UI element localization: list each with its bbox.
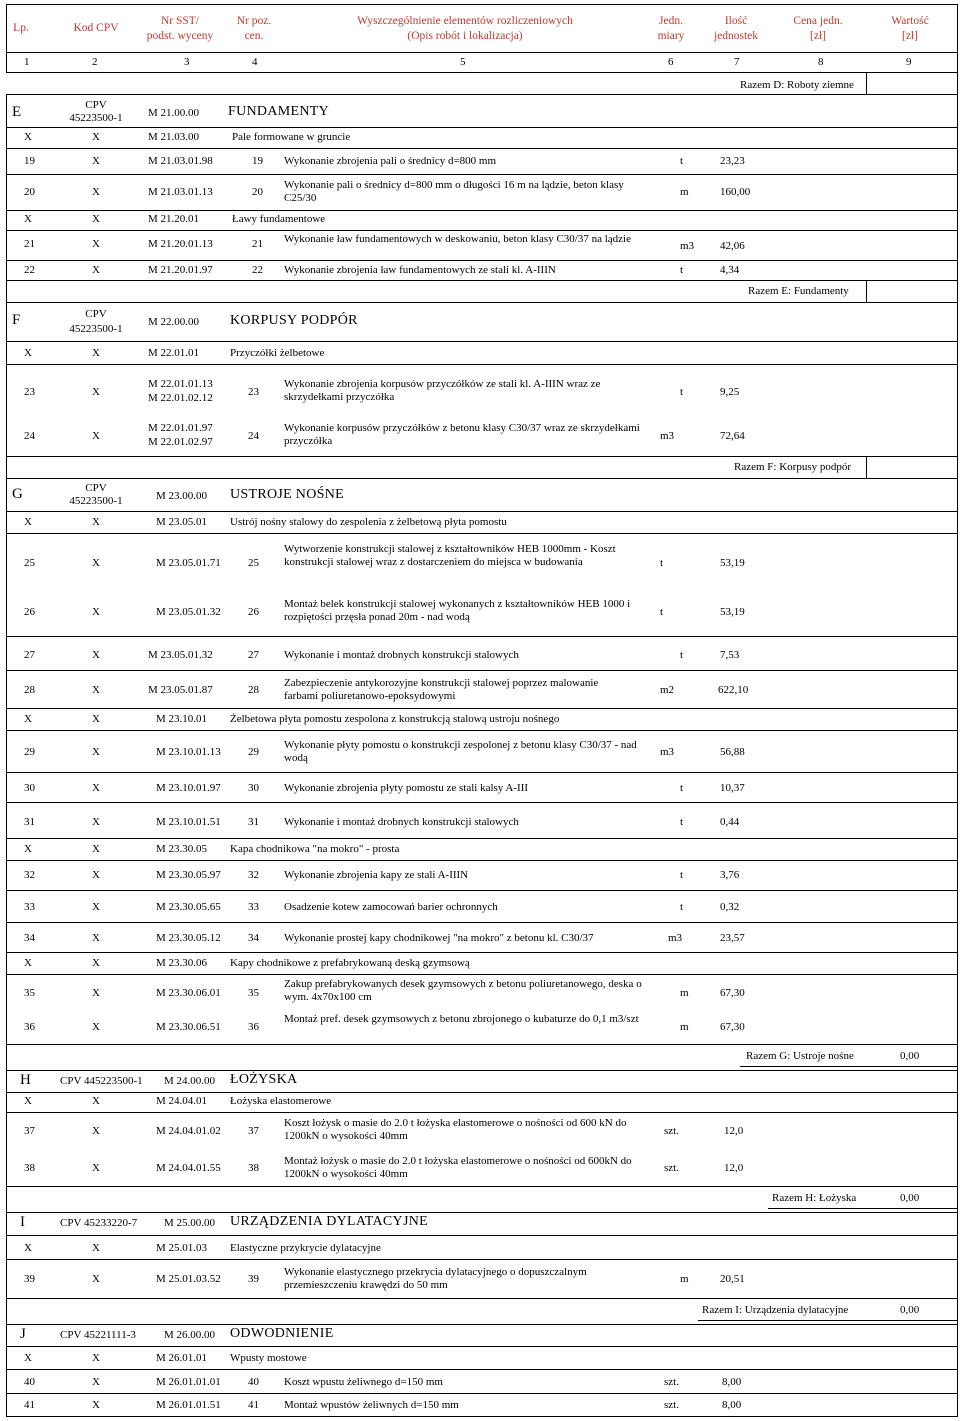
col-header-value-2: [zł]: [902, 30, 918, 42]
row-desc: Koszt łożysk o masie do 2.0 t łożyska elastomerowe o nośności od 600 kN do 1200kN o wysokości 40mm: [284, 1117, 627, 1142]
row-qty: 53,19: [720, 557, 745, 569]
subtotal-label-h: Razem H: Łożyska: [772, 1192, 857, 1204]
row-poz: 23: [248, 386, 259, 398]
row-lp: 29: [24, 746, 35, 758]
row-cpv: X: [92, 186, 100, 198]
row-poz: 38: [248, 1162, 259, 1174]
sub-title: Elastyczne przykrycie dylatacyjne: [230, 1242, 381, 1254]
col-number-3: 3: [184, 56, 190, 68]
row-unit: t: [680, 869, 684, 881]
section-sst: M 22.00.00: [148, 316, 200, 328]
section-sst: M 21.00.00: [148, 107, 200, 119]
sub-mark-a: X: [24, 213, 32, 225]
row-desc: Wykonanie pali o średnicy d=800 mm o długości 16 m na lądzie, beton klasy C25/30: [284, 179, 624, 204]
col-number-8: 8: [818, 56, 824, 68]
row-lp: 23: [24, 386, 35, 398]
col-number-5: 5: [460, 56, 466, 68]
col-number-9: 9: [906, 56, 912, 68]
sub-mark-a: X: [24, 347, 32, 359]
row-desc: Zakup prefabrykowanych desek gzymsowych z betonu poliuretanowego, deska o wym. 4x70x100 cm: [284, 978, 642, 1003]
row-cpv: X: [92, 1162, 100, 1174]
section-letter: J: [20, 1326, 26, 1342]
row-cpv: X: [92, 1376, 100, 1388]
row-lp: 30: [24, 782, 35, 794]
sub-mark-a: X: [24, 131, 32, 143]
row-cpv: X: [92, 987, 100, 999]
row-qty: 12,0: [724, 1125, 744, 1137]
row-cpv: X: [92, 684, 100, 696]
row-poz: 33: [248, 901, 259, 913]
col-header-cpv: Kod CPV: [73, 22, 119, 34]
sub-sst: M 24.04.01: [156, 1095, 208, 1107]
section-letter: I: [20, 1214, 25, 1230]
section-sst: M 25.00.00: [164, 1217, 216, 1229]
section-sst: M 23.00.00: [156, 490, 208, 502]
row-sst: M 23.05.01.71: [156, 557, 221, 569]
row-lp: 22: [24, 264, 35, 276]
row-unit: t: [680, 901, 684, 913]
section-title: KORPUSY PODPÓR: [230, 313, 358, 328]
row-qty: 7,53: [720, 649, 740, 661]
sub-sst: M 21.03.00: [148, 131, 200, 143]
sub-sst: M 23.05.01: [156, 516, 208, 528]
row-poz: 19: [252, 155, 263, 167]
row-cpv: X: [92, 649, 100, 661]
row-unit: m3: [660, 746, 675, 758]
col-number-4: 4: [252, 56, 258, 68]
col-header-poz-2: cen.: [244, 30, 264, 42]
col-number-6: 6: [668, 56, 674, 68]
subtotal-label-e: Razem E: Fundamenty: [748, 285, 849, 297]
row-sst: M 23.30.05.65: [156, 901, 221, 913]
row-unit: m3: [680, 240, 695, 252]
row-poz: 25: [248, 557, 259, 569]
row-poz: 40: [248, 1376, 259, 1388]
row-unit: m: [680, 1273, 689, 1285]
section-title: USTROJE NOŚNE: [230, 487, 344, 502]
subtotal-value-h: 0,00: [900, 1192, 920, 1204]
sub-mark-b: X: [92, 516, 100, 528]
sub-title: Ustrój nośny stalowy do zespolenia z żelbetową płyta pomostu: [230, 516, 507, 528]
row-cpv: X: [92, 606, 100, 618]
row-cpv: X: [92, 1021, 100, 1033]
sub-mark-b: X: [92, 957, 100, 969]
row-sst: M 23.10.01.13: [156, 746, 221, 758]
row-lp: 25: [24, 557, 35, 569]
row-poz: 31: [248, 816, 259, 828]
row-lp: 27: [24, 649, 35, 661]
row-lp: 31: [24, 816, 35, 828]
sub-title: Ławy fundamentowe: [232, 213, 326, 225]
section-title: FUNDAMENTY: [228, 104, 329, 119]
subtotal-label-f: Razem F: Korpusy podpór: [734, 461, 852, 473]
row-lp: 24: [24, 430, 35, 442]
row-desc: Wytworzenie konstrukcji stalowej z kształtowników HEB 1000mm - Koszt konstrukcji stalowej wraz z dostarczeniem do miejsca w budowania: [284, 543, 616, 568]
row-sst: M 26.01.01.01: [156, 1376, 221, 1388]
row-qty: 8,00: [722, 1376, 742, 1388]
row-sst: M 22.01.01.97: [148, 422, 213, 434]
subtotal-value-i: 0,00: [900, 1304, 920, 1316]
row-poz: 28: [248, 684, 259, 696]
col-number-2: 2: [92, 56, 98, 68]
sub-sst: M 23.30.06: [156, 957, 208, 969]
section-title: ODWODNIENIE: [230, 1326, 334, 1341]
col-header-price-1: Cena jedn.: [793, 15, 843, 27]
row-unit: szt.: [664, 1162, 679, 1174]
row-lp: 21: [24, 238, 35, 250]
row-poz: 24: [248, 430, 259, 442]
section-sst: M 24.00.00: [164, 1075, 216, 1087]
row-desc: Wykonanie zbrojenia ław fundamentowych ze stali kl. A-IIIN: [284, 264, 556, 276]
row-lp: 35: [24, 987, 35, 999]
row-cpv: X: [92, 238, 100, 250]
subtotal-label-g: Razem G: Ustroje nośne: [746, 1050, 854, 1062]
col-header-sst-2: podst. wyceny: [146, 30, 214, 42]
row-unit: t: [680, 155, 684, 167]
sub-mark-a: X: [24, 516, 32, 528]
row-qty: 160,00: [720, 186, 751, 198]
row-sst-2: M 22.01.02.97: [148, 436, 213, 448]
row-qty: 0,32: [720, 901, 740, 913]
row-cpv: X: [92, 1399, 100, 1411]
col-number-1: 1: [24, 56, 30, 68]
row-desc: Montaż wpustów żeliwnych d=150 mm: [284, 1399, 459, 1411]
row-poz: 21: [252, 238, 263, 250]
col-header-sst-1: Nr SST/: [160, 15, 200, 27]
row-cpv: X: [92, 430, 100, 442]
row-desc: Wykonanie i montaż drobnych konstrukcji stalowych: [284, 649, 519, 661]
row-poz: 20: [252, 186, 263, 198]
row-sst: M 25.01.03.52: [156, 1273, 221, 1285]
row-sst: M 22.01.01.13: [148, 378, 213, 390]
row-poz: 36: [248, 1021, 259, 1033]
row-qty: 67,30: [720, 987, 745, 999]
section-sst: M 26.00.00: [164, 1329, 216, 1341]
sub-mark-a: X: [24, 1242, 32, 1254]
cpv-code: 45223500-1: [69, 495, 123, 507]
row-desc: Zabezpieczenie antykorozyjne konstrukcji stalowej poprzez malowanie farbami poliuretanowo-epoksydowymi: [284, 677, 599, 702]
row-sst: M 23.30.05.12: [156, 932, 221, 944]
row-sst: M 24.04.01.55: [156, 1162, 221, 1174]
sub-mark-a: X: [24, 843, 32, 855]
col-header-value-1: Wartość: [891, 15, 929, 27]
cpv-code: CPV 45221111-3: [60, 1329, 136, 1341]
row-cpv: X: [92, 557, 100, 569]
sub-title: Żelbetowa płyta pomostu zespolona z konstrukcją stalową ustroju nośnego: [230, 713, 560, 725]
row-unit: szt.: [664, 1399, 679, 1411]
row-lp: 19: [24, 155, 35, 167]
row-desc: Wykonanie zbrojenia pali o średnicy d=800 mm: [284, 155, 497, 167]
row-cpv: X: [92, 1125, 100, 1137]
row-qty: 9,25: [720, 386, 740, 398]
row-qty: 0,44: [720, 816, 740, 828]
row-desc: Montaż łożysk o masie do 2.0 t łożyska elastomerowe o nośności od 600kN do 1200kN o wysokości 40mm: [284, 1155, 632, 1180]
subtotal-label-i: Razem I: Urządzenia dylatacyjne: [702, 1304, 849, 1316]
row-cpv: X: [92, 746, 100, 758]
row-unit: t: [680, 649, 684, 661]
row-desc: Wykonanie płyty pomostu o konstrukcji zespolonej z betonu klasy C30/37 - nad wodą: [284, 739, 637, 764]
row-cpv: X: [92, 264, 100, 276]
row-lp: 40: [24, 1376, 35, 1388]
cpv-code: CPV 45233220-7: [60, 1217, 138, 1229]
sub-mark-b: X: [92, 1242, 100, 1254]
subtotal-value-g: 0,00: [900, 1050, 920, 1062]
row-poz: 39: [248, 1273, 259, 1285]
row-desc: Wykonanie ław fundamentowych w deskowaniu, beton klasy C30/37 na lądzie: [284, 233, 631, 245]
row-cpv: X: [92, 932, 100, 944]
row-unit: t: [680, 386, 684, 398]
row-poz: 35: [248, 987, 259, 999]
row-poz: 26: [248, 606, 259, 618]
col-header-poz-1: Nr poz.: [236, 15, 272, 27]
row-unit: m3: [660, 430, 675, 442]
row-unit: szt.: [664, 1125, 679, 1137]
sub-mark-b: X: [92, 843, 100, 855]
row-lp: 34: [24, 932, 35, 944]
row-cpv: X: [92, 1273, 100, 1285]
row-sst: M 23.30.06.01: [156, 987, 221, 999]
subtotal-label-d: Razem D: Roboty ziemne: [740, 79, 854, 91]
row-poz: 27: [248, 649, 259, 661]
row-unit: t: [660, 557, 664, 569]
sub-sst: M 21.20.01: [148, 213, 200, 225]
row-sst: M 23.10.01.97: [156, 782, 221, 794]
row-lp: 33: [24, 901, 35, 913]
row-qty: 23,57: [720, 932, 745, 944]
row-unit: m: [680, 987, 689, 999]
row-poz: 22: [252, 264, 263, 276]
row-desc: Wykonanie elastycznego przekrycia dylatacyjnego o dopuszczalnym przemieszczeniu krawędzi do 50 mm: [284, 1266, 587, 1291]
row-sst: M 23.05.01.32: [148, 649, 213, 661]
row-poz: 30: [248, 782, 259, 794]
sub-sst: M 23.10.01: [156, 713, 208, 725]
col-header-qty-2: jednostek: [713, 30, 759, 42]
row-unit: szt.: [664, 1376, 679, 1388]
row-poz: 29: [248, 746, 259, 758]
row-poz: 37: [248, 1125, 259, 1137]
row-unit: m3: [668, 932, 683, 944]
row-sst: M 21.03.01.13: [148, 186, 213, 198]
row-unit: t: [680, 782, 684, 794]
row-unit: m: [680, 1021, 689, 1033]
cpv-label: CPV: [85, 482, 107, 494]
row-lp: 39: [24, 1273, 35, 1285]
row-desc: Montaż pref. desek gzymsowych z betonu zbrojonego o kubaturze do 0,1 m3/szt: [284, 1013, 639, 1025]
row-qty: 8,00: [722, 1399, 742, 1411]
row-qty: 20,51: [720, 1273, 745, 1285]
section-letter: F: [12, 312, 21, 328]
row-poz: 41: [248, 1399, 259, 1411]
row-cpv: X: [92, 869, 100, 881]
sub-mark-a: X: [24, 1095, 32, 1107]
row-sst: M 26.01.01.51: [156, 1399, 221, 1411]
col-header-lp: Lp.: [13, 22, 29, 34]
sub-mark-b: X: [92, 1352, 100, 1364]
col-number-7: 7: [734, 56, 740, 68]
col-header-qty-1: Ilość: [724, 15, 748, 27]
sub-mark-b: X: [92, 347, 100, 359]
sub-mark-b: X: [92, 1095, 100, 1107]
row-lp: 38: [24, 1162, 35, 1174]
row-desc: Wykonanie zbrojenia płyty pomostu ze stali kalsy A-III: [284, 782, 529, 794]
row-qty: 42,06: [720, 240, 745, 252]
section-title: URZĄDZENIA DYLATACYJNE: [230, 1214, 428, 1229]
cpv-code: CPV 445223500-1: [60, 1075, 143, 1087]
col-header-unit-1: Jedn.: [659, 15, 683, 27]
sub-mark-b: X: [92, 131, 100, 143]
sub-mark-b: X: [92, 213, 100, 225]
cpv-code: 45223500-1: [69, 112, 123, 124]
row-qty: 3,76: [720, 869, 740, 881]
row-qty: 23,23: [720, 155, 745, 167]
section-letter: H: [20, 1072, 31, 1088]
row-desc: Wykonanie i montaż drobnych konstrukcji stalowych: [284, 816, 519, 828]
row-qty: 53,19: [720, 606, 745, 618]
row-desc: Wykonanie prostej kapy chodnikowej "na mokro" z betonu kl. C30/37: [284, 932, 594, 944]
row-lp: 37: [24, 1125, 35, 1137]
row-sst: M 23.30.05.97: [156, 869, 221, 881]
row-qty: 56,88: [720, 746, 745, 758]
col-header-desc-1: Wyszczególnienie elementów rozliczeniowych: [357, 15, 573, 27]
row-unit: t: [680, 264, 684, 276]
row-qty: 4,34: [720, 264, 740, 276]
sub-sst: M 25.01.03: [156, 1242, 208, 1254]
row-lp: 28: [24, 684, 35, 696]
row-poz: 32: [248, 869, 259, 881]
sub-title: Łożyska elastomerowe: [230, 1095, 332, 1107]
row-unit: m2: [660, 684, 675, 696]
section-letter: G: [12, 486, 23, 502]
row-desc: Wykonanie zbrojenia kapy ze stali A-IIIN: [284, 869, 469, 881]
row-cpv: X: [92, 901, 100, 913]
row-sst-2: M 22.01.02.12: [148, 392, 213, 404]
col-header-price-2: [zł]: [810, 30, 826, 42]
sub-title: Kapy chodnikowe z prefabrykowaną deską gzymsową: [230, 957, 470, 969]
row-cpv: X: [92, 816, 100, 828]
row-unit: t: [680, 816, 684, 828]
cpv-label: CPV: [85, 99, 107, 111]
row-lp: 36: [24, 1021, 35, 1033]
row-sst: M 21.20.01.13: [148, 238, 213, 250]
row-unit: m: [680, 186, 689, 198]
cpv-code: 45223500-1: [69, 323, 123, 335]
row-desc: Koszt wpustu żeliwnego d=150 mm: [284, 1376, 443, 1388]
row-cpv: X: [92, 386, 100, 398]
sub-sst: M 23.30.05: [156, 843, 208, 855]
cpv-label: CPV: [85, 308, 107, 320]
row-sst: M 21.20.01.97: [148, 264, 213, 276]
row-lp: 26: [24, 606, 35, 618]
section-letter: E: [12, 104, 22, 120]
row-sst: M 23.10.01.51: [156, 816, 221, 828]
row-qty: 10,37: [720, 782, 745, 794]
row-sst: M 23.30.06.51: [156, 1021, 221, 1033]
row-poz: 34: [248, 932, 259, 944]
section-title: ŁOŻYSKA: [230, 1072, 298, 1087]
row-lp: 20: [24, 186, 35, 198]
row-qty: 67,30: [720, 1021, 745, 1033]
row-sst: M 23.05.01.87: [148, 684, 213, 696]
row-desc: Montaż belek konstrukcji stalowej wykonanych z kształtowników HEB 1000 i rozpiętości przęsła ponad 20m - nad wodą: [284, 598, 631, 623]
row-desc: Wykonanie zbrojenia korpusów przyczółków ze stali kl. A-IIIN wraz ze skrzydełkami przyczółka: [284, 378, 601, 403]
row-cpv: X: [92, 155, 100, 167]
col-header-desc-2: (Opis robót i lokalizacja): [407, 30, 523, 42]
sub-sst: M 22.01.01: [148, 347, 200, 359]
sub-mark-a: X: [24, 1352, 32, 1364]
row-unit: t: [660, 606, 664, 618]
sub-mark-a: X: [24, 713, 32, 725]
row-qty: 622,10: [718, 684, 749, 696]
sub-mark-a: X: [24, 957, 32, 969]
row-desc: Osadzenie kotew zamocowań barier ochronnych: [284, 901, 498, 913]
row-lp: 41: [24, 1399, 35, 1411]
row-qty: 72,64: [720, 430, 745, 442]
sub-title: Pale formowane w gruncie: [232, 131, 351, 143]
sub-mark-b: X: [92, 713, 100, 725]
sub-title: Kapa chodnikowa "na mokro" - prosta: [230, 843, 400, 855]
sub-title: Przyczółki żelbetowe: [230, 347, 325, 359]
row-sst: M 24.04.01.02: [156, 1125, 221, 1137]
col-header-unit-2: miary: [657, 30, 685, 42]
row-sst: M 21.03.01.98: [148, 155, 213, 167]
row-lp: 32: [24, 869, 35, 881]
row-qty: 12,0: [724, 1162, 744, 1174]
row-desc: Wykonanie korpusów przyczółków z betonu klasy C30/37 wraz ze skrzydełkami przyczółka: [284, 422, 640, 447]
sub-title: Wpusty mostowe: [230, 1352, 307, 1364]
sub-sst: M 26.01.01: [156, 1352, 208, 1364]
row-sst: M 23.05.01.32: [156, 606, 221, 618]
row-cpv: X: [92, 782, 100, 794]
